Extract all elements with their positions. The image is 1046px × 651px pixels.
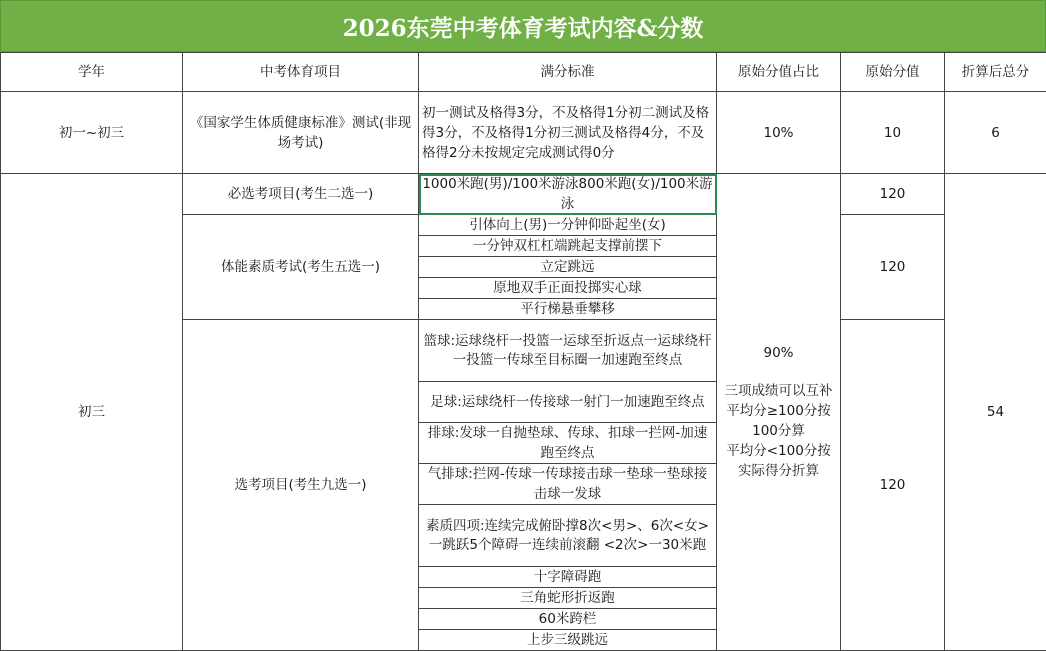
cell-health-total: 6 [945, 92, 1046, 174]
ratio-note-actual: 平均分<100分按实际得分折算 [720, 441, 837, 481]
header-raw-score: 原始分值 [841, 53, 945, 92]
cell-fitness-item: 平行梯悬垂攀移 [419, 299, 717, 320]
cell-fitness-item: 立定跳远 [419, 257, 717, 278]
score-table [0, 52, 1046, 651]
cell-ratio-grade9 [717, 174, 841, 651]
cell-health-standard: 初一测试及格得3分，不及格得1分初二测试及格得3分，不及格得1分初三测试及格得4分，不及格得2分未按规定完成测试得0分 [419, 92, 717, 174]
header-item: 中考体育项目 [183, 53, 419, 92]
cell-health-item: 《国家学生体质健康标准》测试(非现场考试) [183, 92, 419, 174]
page-title: 2026东莞中考体育考试内容&分数 [0, 0, 1046, 52]
cell-required-raw: 120 [841, 174, 945, 215]
cell-optional-item: 气排球:拦网-传球一传球接击球一垫球一垫球接击球一发球 [419, 464, 717, 505]
cell-grade9-total: 54 [945, 174, 1046, 651]
header-total: 折算后总分 [945, 53, 1046, 92]
cell-fitness-item: 原地双手正面投掷实心球 [419, 278, 717, 299]
cell-fitness-raw: 120 [841, 215, 945, 320]
cell-fitness-label: 体能素质考试(考生五选一) [183, 215, 419, 320]
cell-optional-item: 素质四项:连续完成俯卧撑8次<男>、6次<女>一跳跃5个障碍一连续前滚翻 <2次>一30米跑 [419, 505, 717, 567]
table-row-health [1, 92, 1046, 174]
header-standard: 满分标准 [419, 53, 717, 92]
cell-fitness-item: 引体向上(男)一分钟仰卧起坐(女) [419, 215, 717, 236]
cell-year-grade9: 初三 [1, 174, 183, 651]
cell-optional-label: 选考项目(考生九选一) [183, 320, 419, 651]
cell-health-ratio: 10% [717, 92, 841, 174]
cell-optional-item: 上步三级跳远 [419, 630, 717, 651]
ratio-percent: 90% [720, 343, 837, 363]
ratio-note-cap: 平均分≥100分按100分算 [720, 401, 837, 441]
cell-health-raw: 10 [841, 92, 945, 174]
cell-optional-item: 十字障碍跑 [419, 567, 717, 588]
cell-optional-raw: 120 [841, 320, 945, 651]
table-row-required [1, 174, 1046, 215]
cell-required-label: 必选考项目(考生二选一) [183, 174, 419, 215]
cell-optional-item: 60米跨栏 [419, 609, 717, 630]
cell-optional-item: 足球:运球绕杆一传接球一射门一加速跑至终点 [419, 382, 717, 423]
cell-optional-item: 篮球:运球绕杆一投篮一运球至折返点一运球绕杆一投篮一传球至目标圈一加速跑至终点 [419, 320, 717, 382]
header-ratio: 原始分值占比 [717, 53, 841, 92]
header-year: 学年 [1, 53, 183, 92]
header-row [1, 53, 1046, 92]
cell-required-item[interactable]: 1000米跑(男)/100米游泳800米跑(女)/100米游泳 [419, 174, 717, 215]
cell-optional-item: 排球:发球一自抛垫球、传球、扣球一拦网-加速跑至终点 [419, 423, 717, 464]
ratio-note-complement: 三项成绩可以互补 [720, 381, 837, 401]
cell-fitness-item: 一分钟双杠杠端跳起支撑前摆下 [419, 236, 717, 257]
cell-optional-item: 三角蛇形折返跑 [419, 588, 717, 609]
cell-year-all: 初一~初三 [1, 92, 183, 174]
